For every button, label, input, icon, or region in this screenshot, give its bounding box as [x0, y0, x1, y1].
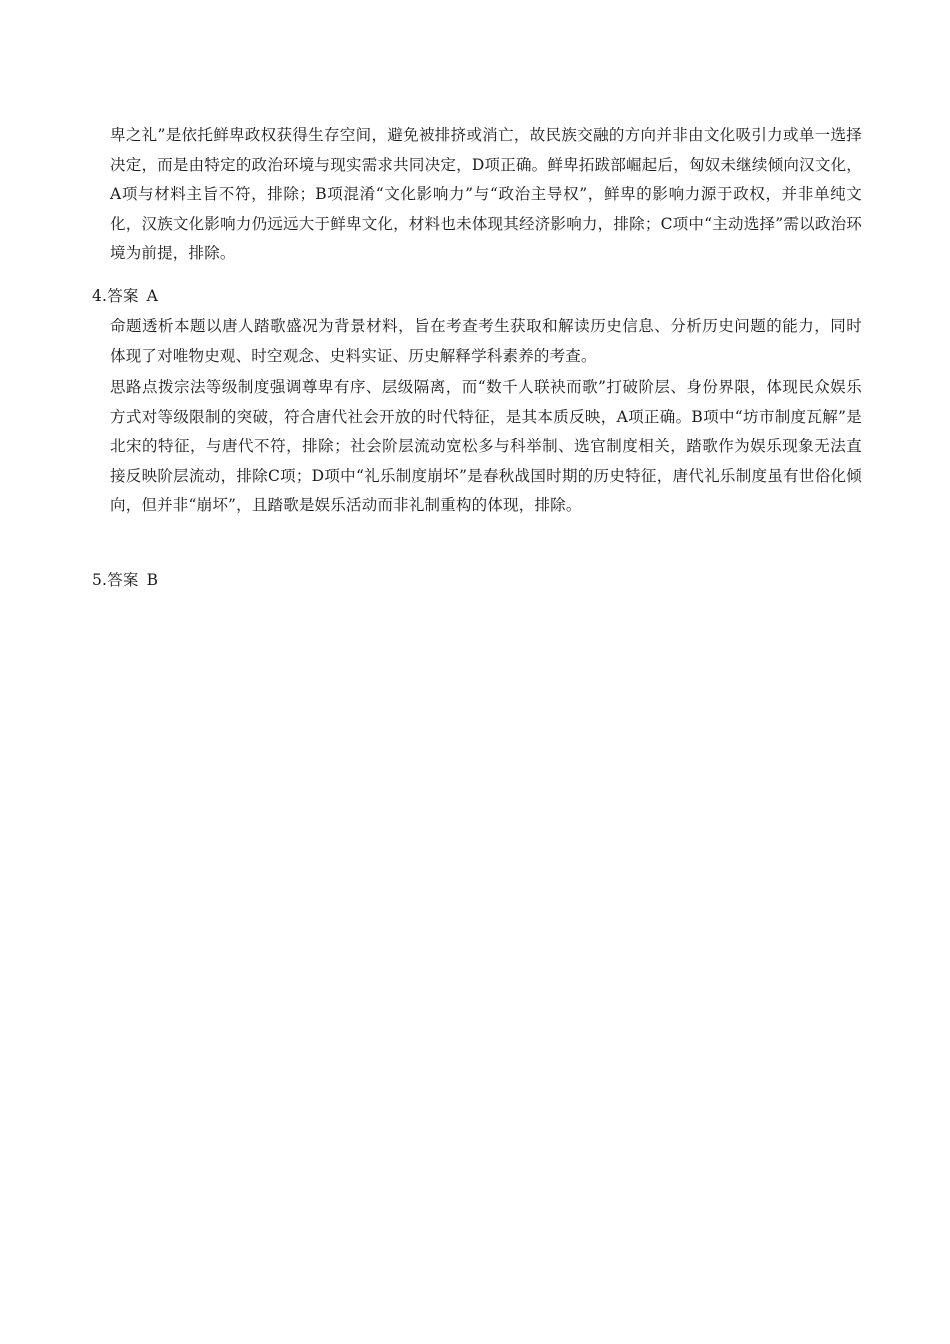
q4-answer-label: 答案: [107, 287, 139, 305]
q4-reasoning-text: 宗法等级制度强调尊卑有序、层级隔离，而“数千人联袂而歌”打破阶层、身份界限，体现民众娱乐方式对等级限制的突破，符合唐代社会开放的时代特征，是其本质反映，A项正确。B项中“坊市制度瓦解”是北宋的特征，与唐代不符，排除；社会阶层流动宽松多与科举制、选官制度相关，踏歌作为娱乐现象无法直接反映阶层流动，排除C项；D项中“礼乐制度崩坏”是春秋战国时期的历史特征，唐代礼乐制度虽有世俗化倾向，但并非“崩坏”，且踏歌是娱乐活动而非礼制重构的体现，排除。: [110, 378, 862, 514]
q4-analysis: [110, 312, 862, 371]
q3-explanation-text: 卑之礼”是依托鲜卑政权获得生存空间，避免被排挤或消亡，故民族交融的方向并非由文化吸引力或单一选择决定，而是由特定的政治环境与现实需求共同决定，D项正确。鲜卑拓跋部崛起后，匈奴未继续倾向汉文化，A项与材料主旨不符，排除；B项混淆“文化影响力”与“政治主导权”，鲜卑的影响力源于政权，并非单纯文化，汉族文化影响力仍远远大于鲜卑文化，材料也未体现其经济影响力，排除；C项中“主动选择”需以政治环境为前提，排除。: [110, 126, 862, 262]
q4-reasoning-label: 思路点拨: [110, 378, 174, 396]
q4-analysis-text: 本题以唐人踏歌盛况为背景材料，旨在考查考生获取和解读历史信息、分析历史问题的能力，同时体现了对唯物史观、时空观念、史料实证、历史解释学科素养的考查。: [110, 317, 862, 365]
q5-answer-value: B: [146, 571, 159, 589]
q4-analysis-label: 命题透析: [110, 317, 175, 335]
q5-answer-line: [92, 566, 158, 596]
q3-explanation-continuation: [110, 121, 862, 269]
q5-answer-label: 答案: [107, 571, 139, 589]
q4-answer-value: A: [146, 287, 159, 305]
q4-number: 4.: [92, 287, 108, 305]
q4-reasoning: [110, 373, 862, 521]
q4-answer-line: [92, 282, 158, 312]
q5-number: 5.: [92, 571, 108, 589]
